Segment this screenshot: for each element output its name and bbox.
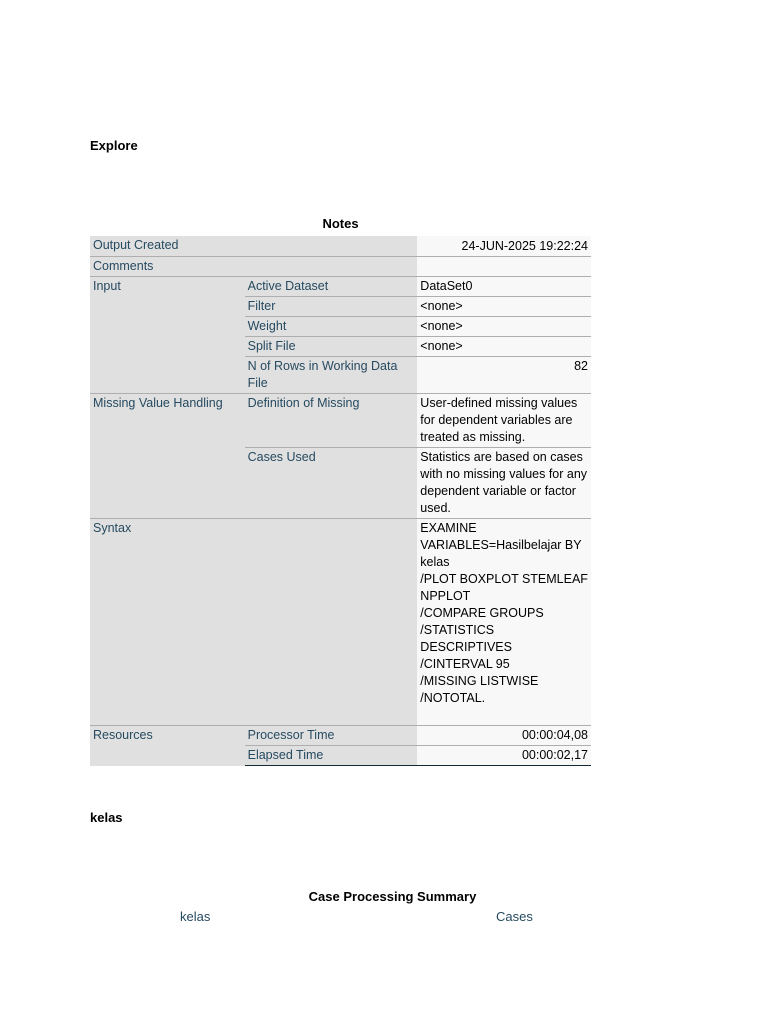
input-label: Input (90, 277, 245, 394)
split-file-label: Split File (245, 337, 418, 357)
n-rows-label: N of Rows in Working Data File (245, 357, 418, 394)
processor-time-label: Processor Time (245, 726, 418, 746)
cps-header-kelas: kelas (180, 909, 211, 924)
syntax-line: /COMPARE GROUPS (420, 606, 544, 620)
notes-row-output-created (90, 236, 591, 257)
syntax-line: /PLOT BOXPLOT STEMLEAF NPPLOT (420, 572, 588, 603)
notes-table-title: Notes (322, 216, 359, 231)
output-created-value: 24-JUN-2025 19:22:24 (417, 236, 591, 257)
syntax-value (417, 519, 591, 726)
n-rows-value: 82 (417, 357, 591, 394)
kelas-heading: kelas (90, 810, 123, 825)
syntax-line: EXAMINE VARIABLES=Hasilbelajar BY kelas (420, 521, 582, 569)
comments-label: Comments (90, 257, 417, 277)
missing-value-handling-label: Missing Value Handling (90, 394, 245, 519)
definition-missing-label: Definition of Missing (245, 394, 418, 448)
elapsed-time-label: Elapsed Time (245, 746, 418, 766)
weight-value: <none> (417, 317, 591, 337)
cases-used-label: Cases Used (245, 448, 418, 519)
active-dataset-value: DataSet0 (417, 277, 591, 297)
notes-row-comments (90, 257, 591, 277)
syntax-label: Syntax (90, 519, 417, 726)
syntax-line: /STATISTICS DESCRIPTIVES (420, 623, 512, 654)
definition-missing-value: User-defined missing values for dependent variables are treated as missing. (417, 394, 591, 448)
notes-row-active-dataset (90, 277, 591, 297)
case-processing-summary-title: Case Processing Summary (308, 889, 477, 904)
cases-used-value: Statistics are based on cases with no missing values for any dependent variable or factor used. (417, 448, 591, 519)
notes-row-syntax (90, 519, 591, 726)
filter-label: Filter (245, 297, 418, 317)
comments-value (417, 257, 591, 277)
notes-row-processor-time (90, 726, 591, 746)
notes-table (90, 236, 591, 766)
notes-row-definition-missing (90, 394, 591, 448)
syntax-line: /NOTOTAL. (420, 691, 486, 705)
resources-label: Resources (90, 726, 245, 766)
cps-header-cases: Cases (496, 909, 533, 924)
filter-value: <none> (417, 297, 591, 317)
elapsed-time-value: 00:00:02,17 (417, 746, 591, 766)
weight-label: Weight (245, 317, 418, 337)
syntax-line: /MISSING LISTWISE (420, 674, 539, 688)
output-created-label: Output Created (90, 236, 417, 257)
syntax-line: /CINTERVAL 95 (420, 657, 510, 671)
split-file-value: <none> (417, 337, 591, 357)
explore-heading: Explore (90, 138, 138, 153)
active-dataset-label: Active Dataset (245, 277, 418, 297)
processor-time-value: 00:00:04,08 (417, 726, 591, 746)
